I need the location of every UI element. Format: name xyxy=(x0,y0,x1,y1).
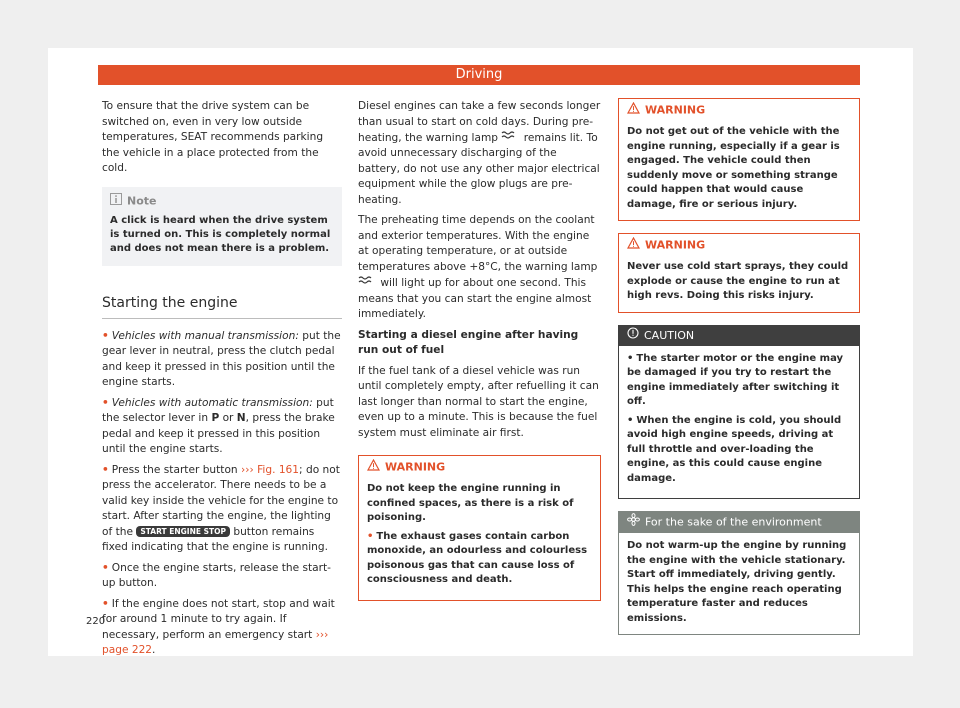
warning-title: WARNING xyxy=(385,460,446,474)
warning-text: Do not get out of the vehicle with the engine running, especially if a gear is engaged. The vehicle could then suddenly move or something strange could happen that would cause damage, fire or serious injury. xyxy=(627,126,840,210)
chapter-title: Driving xyxy=(455,67,503,82)
starter-text-b: ; do not press the accelerator. There needs to be a valid key inside the vehicle for the engine to start. After starting the engine, the lighting of the xyxy=(102,463,340,538)
starter-text-a: Press the starter button xyxy=(111,463,242,476)
note-title: Note xyxy=(127,194,157,207)
note-text: A click is heard when the drive system is turned on. This is completely normal and does not mean there is a problem. xyxy=(110,214,331,254)
note-header xyxy=(110,193,334,210)
warning-header xyxy=(359,456,600,480)
bullet-dot: • xyxy=(367,530,374,542)
fuel-paragraph: If the fuel tank of a diesel vehicle was run until completely empty, after refuelling it can last longer than normal to start the engine, even up to a minute. This is because the fuel system must eliminate air first. xyxy=(358,364,599,439)
preheat-text-a: The preheating time depends on the coolant and exterior temperatures. With the engine at operating temperature, or at outside temperatures above +8°C, the warning lamp xyxy=(358,214,598,273)
warning-title: WARNING xyxy=(645,103,706,117)
warning-triangle-icon xyxy=(367,459,380,476)
automatic-text-a: put the selector lever in xyxy=(102,396,334,424)
bullet-dot: • xyxy=(102,329,109,342)
intro-paragraph: To ensure that the drive system can be switched on, even in very low outside temperatures, SEAT recommends parking the vehicle in a place protected from the cold. xyxy=(102,100,324,174)
caution-item xyxy=(627,414,851,487)
retry-text-a: If the engine does not start, stop and wait for around 1 minute to try again. If necessary, perform an emergency start xyxy=(102,597,335,641)
bullet-retry xyxy=(102,597,342,659)
warning-header xyxy=(619,99,859,123)
column-right xyxy=(618,98,860,635)
caution-item xyxy=(627,352,851,410)
warning-triangle-icon xyxy=(627,102,640,119)
gear-p: P xyxy=(211,412,220,424)
bullet-automatic xyxy=(102,396,342,458)
caution-circle-icon xyxy=(627,327,639,345)
warning-bullet-text: The exhaust gases contain carbon monoxide, an odourless and colourless poisonous gas that can cause loss of consciousness and death. xyxy=(367,530,588,585)
bullet-dot: • xyxy=(102,396,109,409)
warning-bullet xyxy=(367,530,592,588)
environment-text: Do not warm-up the engine by running the engine with the vehicle stationary. Start off immediately, driving gently. This helps the engine reach operating temperature faster and reduces emissions. xyxy=(627,540,847,624)
warning-header xyxy=(619,234,859,258)
page-link[interactable]: ››› page 222 xyxy=(102,628,329,656)
bullet-dot: • xyxy=(627,414,634,426)
column-middle xyxy=(358,99,601,613)
warning-text: Do not keep the engine running in confined spaces, as there is a risk of poisoning. xyxy=(367,483,574,523)
note-box xyxy=(102,187,342,266)
warning-triangle-icon xyxy=(627,237,640,254)
warning-box-cold-start xyxy=(618,233,860,313)
preheat-text-b: will light up for about one second. This means that you can start the engine almost immediately. xyxy=(358,277,592,320)
glow-plug-lamp-icon xyxy=(501,130,515,146)
preheat-paragraph xyxy=(358,213,601,322)
bullet-release xyxy=(102,561,342,592)
environment-flower-icon xyxy=(627,513,640,532)
caution-item-text: The starter motor or the engine may be damaged if you try to restart the engine immediately after switching it off. xyxy=(627,352,844,407)
automatic-or: or xyxy=(219,412,237,424)
caution-header xyxy=(619,326,859,346)
starter-text-c: button remains fixed indicating that the engine is running. xyxy=(102,525,328,553)
automatic-text-b: , press the brake pedal and keep it pressed in this position until the engine starts. xyxy=(102,412,335,455)
caution-box xyxy=(618,325,860,500)
warning-box-poisoning xyxy=(358,455,601,601)
column-left xyxy=(102,99,342,664)
warning-title: WARNING xyxy=(645,238,706,252)
bullet-dot: • xyxy=(102,597,109,610)
warning-box-leave-vehicle xyxy=(618,98,860,221)
bullet-starter xyxy=(102,463,342,556)
diesel-text-b: remains lit. To avoid unnecessary discharging of the battery, do not use any other major electrical equipment while the glow plugs are pre-heating. xyxy=(358,131,600,206)
diesel-text-a: Diesel engines can take a few seconds longer than usual to start on cold days. During pre-heating, the warning lamp xyxy=(358,100,601,144)
sub-heading: Starting a diesel engine after having run out of fuel xyxy=(358,328,579,356)
manual-text: put the gear lever in neutral, press the clutch pedal and keep it pressed in this position until the engine starts. xyxy=(102,329,341,388)
caution-title: CAUTION xyxy=(644,328,695,342)
release-text: Once the engine starts, release the start-up button. xyxy=(102,561,331,589)
diesel-paragraph xyxy=(358,99,601,208)
automatic-label: Vehicles with automatic transmission: xyxy=(111,396,313,409)
caution-body xyxy=(619,346,859,499)
environment-header xyxy=(619,512,859,533)
glow-plug-lamp-icon xyxy=(358,275,372,291)
info-icon xyxy=(110,193,122,210)
caution-item-text: When the engine is cold, you should avoid high engine speeds, driving at full throttle and over-loading the engine, as this could cause engine damage. xyxy=(627,414,842,484)
figure-link[interactable]: ››› Fig. 161 xyxy=(241,463,300,476)
bullet-manual xyxy=(102,329,342,391)
retry-text-b: . xyxy=(152,644,156,656)
chapter-header xyxy=(98,65,860,85)
manual-label: Vehicles with manual transmission: xyxy=(111,329,299,342)
environment-box xyxy=(618,511,860,635)
bullet-dot: • xyxy=(627,352,634,364)
page-number: 220 xyxy=(86,616,106,627)
bullet-dot: • xyxy=(102,463,109,476)
section-title: Starting the engine xyxy=(102,290,342,319)
environment-title: For the sake of the environment xyxy=(645,515,822,529)
warning-body xyxy=(359,480,600,600)
gear-n: N xyxy=(236,412,246,424)
start-engine-stop-key: START ENGINE STOP xyxy=(136,526,230,537)
warning-text: Never use cold start sprays, they could explode or cause the engine to run at high revs. Doing this risks injury. xyxy=(627,261,849,301)
bullet-dot: • xyxy=(102,561,109,574)
